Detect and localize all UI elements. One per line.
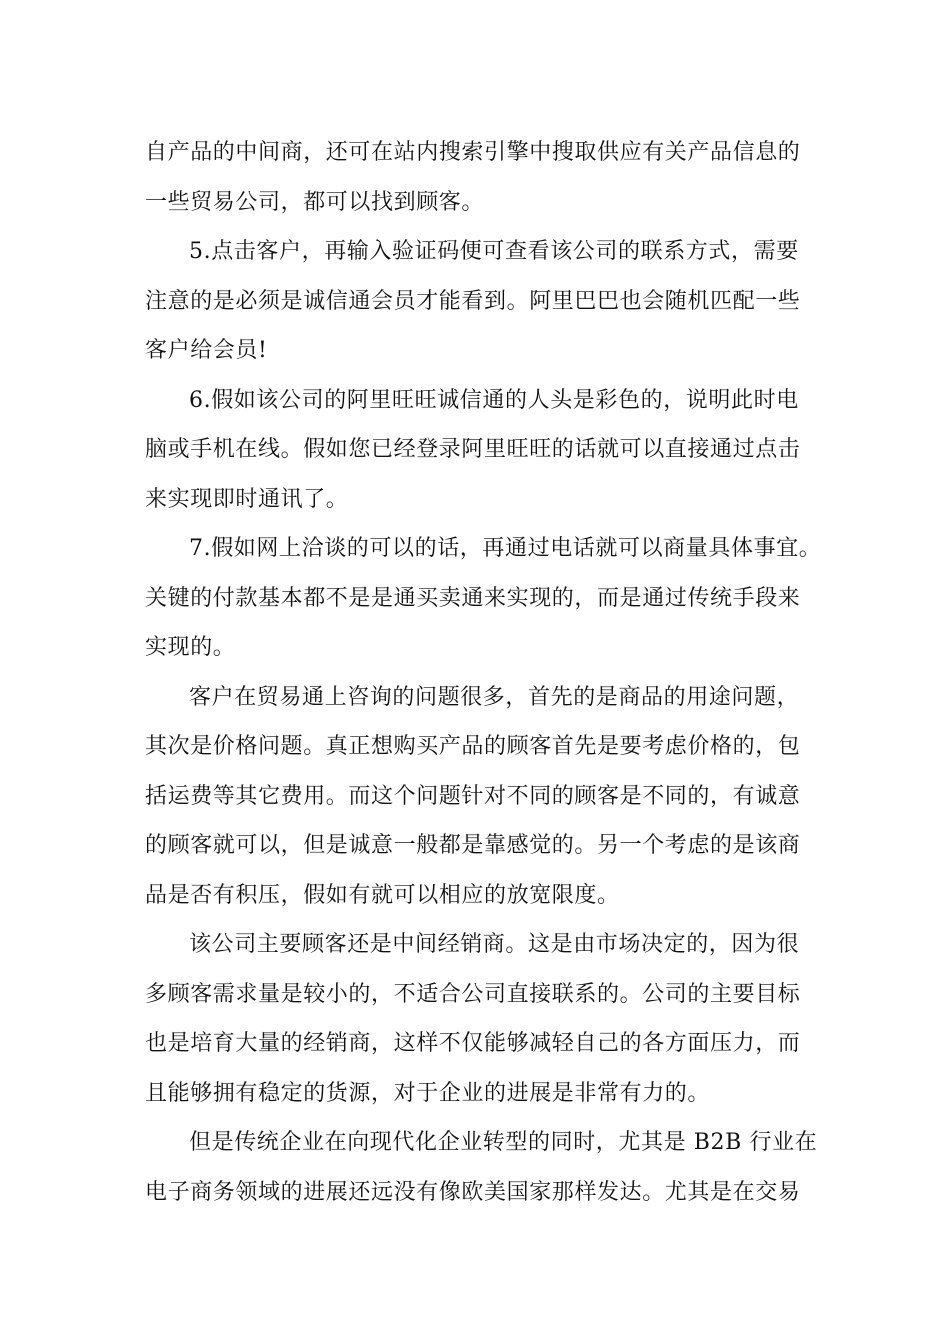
text-line: 客户给会员!: [145, 338, 268, 363]
text-line: 也是培育大量的经销商，这样不仅能够减轻自己的各方面压力，而: [145, 1031, 801, 1056]
text-line: 注意的是必须是诚信通会员才能看到。阿里巴巴也会随机匹配一些: [145, 288, 801, 314]
text-line: 5.点击客户，再输入验证码便可查看该公司的联系方式，需要: [189, 239, 799, 264]
text-line: 该公司主要顾客还是中间经销商。这是由市场决定的，因为很: [189, 932, 800, 957]
text-line: 客户在贸易通上咨询的问题很多，首先的是商品的用途问题，: [189, 684, 800, 710]
text-line: 一些贸易公司，都可以找到顾客。: [145, 189, 485, 215]
document-page: [145, 128, 822, 1217]
text-line: 6.假如该公司的阿里旺旺诚信通的人头是彩色的，说明此时电: [189, 387, 799, 413]
text-line: 其次是价格问题。真正想购买产品的顾客首先是要考虑价格的，包: [145, 734, 801, 759]
text-line: 多顾客需求量是较小的，不适合公司直接联系的。公司的主要目标: [145, 981, 801, 1007]
text-line: 电子商务领域的进展还远没有像欧美国家那样发达。尤其是在交易: [145, 1179, 801, 1205]
text-line: 且能够拥有稳定的货源，对于企业的进展是非常有力的。: [145, 1080, 711, 1106]
text-line: 脑或手机在线。假如您已经登录阿里旺旺的话就可以直接通过点击: [145, 437, 801, 462]
text-line: 7.假如网上洽谈的可以的话，再通过电话就可以商量具体事宜。: [189, 536, 822, 561]
text-line: 但是传统企业在向现代化企业转型的同时，尤其是 B2B 行业在: [189, 1130, 818, 1155]
text-line: 品是否有积压，假如有就可以相应的放宽限度。: [145, 882, 620, 908]
text-line: 关键的付款基本都不是是通买卖通来实现的，而是通过传统手段来: [145, 585, 801, 611]
text-line: 括运费等其它费用。而这个问题针对不同的顾客是不同的，有诚意: [145, 783, 801, 809]
text-line: 的顾客就可以，但是诚意一般都是靠感觉的。另一个考虑的是该商: [145, 833, 801, 858]
text-line: 实现的。: [145, 635, 236, 660]
text-line: 来实现即时通讯了。: [145, 486, 349, 512]
text-line: 自产品的中间商，还可在站内搜索引擎中搜取供应有关产品信息的: [145, 140, 801, 165]
